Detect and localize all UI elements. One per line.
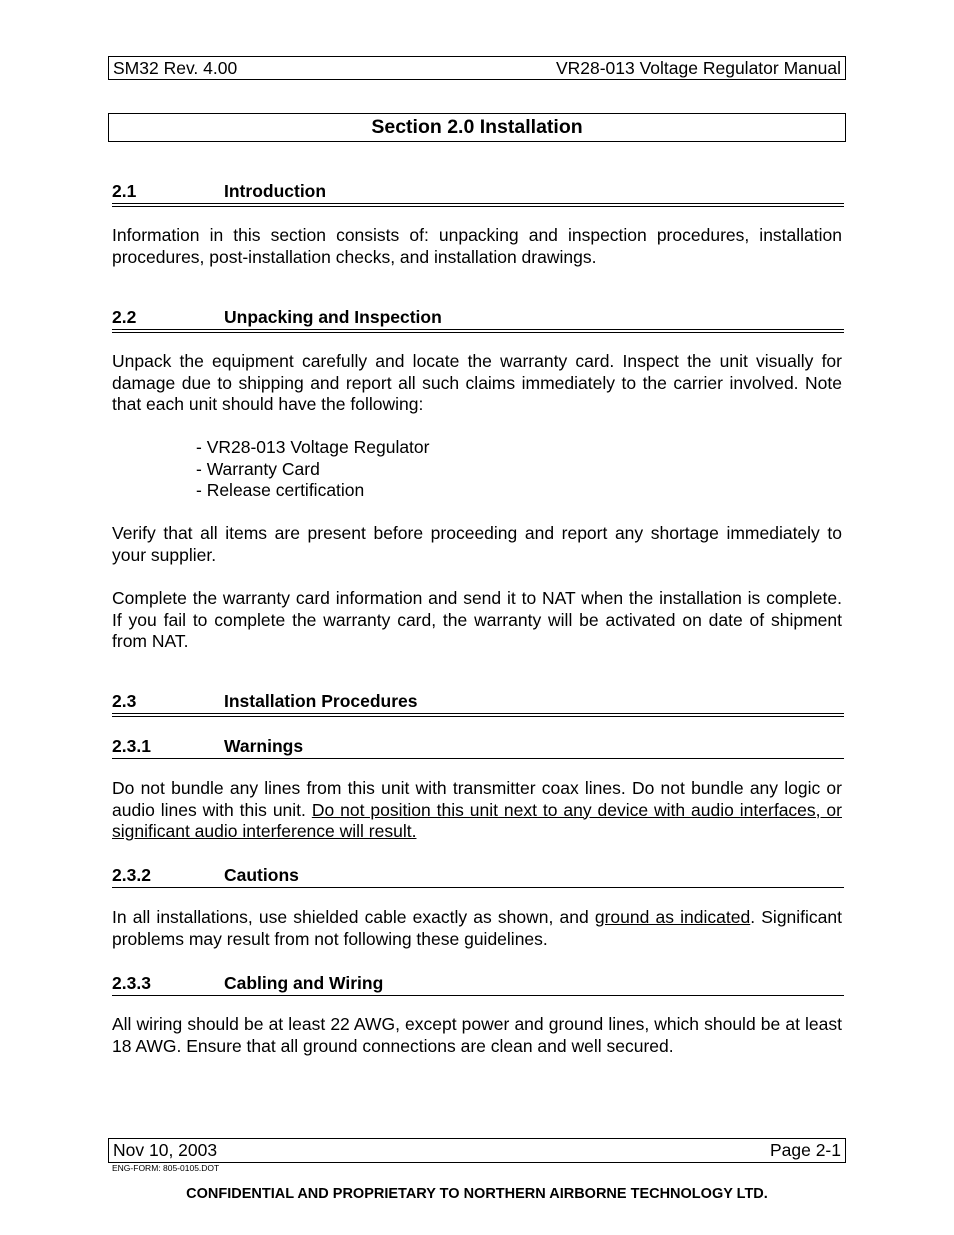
page-footer	[108, 1138, 846, 1163]
list-item: - Release certification	[196, 480, 365, 500]
confidential-notice: CONFIDENTIAL AND PROPRIETARY TO NORTHERN AIRBORNE TECHNOLOGY LTD.	[186, 1186, 768, 1202]
list-item: - Warranty Card	[196, 458, 320, 479]
heading-title: Cautions	[224, 865, 299, 885]
paragraph-warnings	[112, 778, 842, 843]
heading-number: 2.3.1	[112, 736, 151, 756]
list-item: - VR28-013 Voltage Regulator	[196, 437, 430, 457]
heading-rule	[112, 203, 844, 207]
heading-number: 2.2	[112, 307, 137, 327]
footer-date: Nov 10, 2003	[113, 1140, 218, 1160]
page-header	[108, 56, 846, 80]
paragraph-unpack: Unpack the equipment carefully and locate the warranty card. Inspect the unit visually for damage due to shipping and report all such claims immediately to the carrier involved. Note that each unit should have the following:	[112, 351, 842, 414]
heading-number: 2.3	[112, 691, 137, 711]
heading-number: 2.1	[112, 181, 137, 201]
heading-rule	[112, 758, 844, 759]
heading-title: Introduction	[224, 181, 327, 201]
caution-underlined-text: ground as indicated	[594, 907, 751, 927]
heading-number: 2.3.2	[112, 865, 151, 885]
heading-2-3-1	[112, 736, 844, 756]
heading-2-3	[112, 691, 844, 711]
heading-2-3-3	[112, 973, 844, 993]
warning-text: Do not bundle any lines from this unit with transmitter coax lines. Do not bundle any logic or audio lines with this unit.	[112, 778, 842, 820]
heading-rule	[112, 329, 844, 333]
heading-rule	[112, 713, 844, 717]
warning-underlined-text: Do not position this unit next to any device with audio interfaces, or significant audio interference will result.	[112, 799, 842, 841]
caution-text-end: . Significant problems may result from not following these guidelines.	[112, 907, 842, 949]
footer-page-number: Page 2-1	[769, 1140, 841, 1160]
paragraph-warranty: Complete the warranty card information and send it to NAT when the installation is complete. If you fail to complete the warranty card, the warranty will be activated on date of shipment from NAT.	[112, 588, 842, 651]
heading-title: Warnings	[224, 736, 304, 756]
paragraph-cautions	[112, 907, 842, 950]
paragraph-verify: Verify that all items are present before proceeding and report any shortage immediately to your supplier.	[112, 523, 842, 565]
header-doc-title: VR28-013 Voltage Regulator Manual	[555, 58, 841, 78]
heading-2-1	[112, 181, 844, 201]
form-id: ENG-FORM: 805-0105.DOT	[112, 1163, 220, 1173]
heading-title: Cabling and Wiring	[224, 973, 384, 993]
heading-rule	[112, 995, 844, 996]
heading-2-3-2	[112, 865, 844, 885]
heading-number: 2.3.3	[112, 973, 151, 993]
heading-2-2	[112, 307, 844, 327]
heading-title: Installation Procedures	[224, 691, 418, 711]
header-doc-id: SM32 Rev. 4.00	[113, 58, 238, 78]
paragraph-introduction: Information in this section consists of: unpacking and inspection procedures, installation procedures, post-installation checks, and installation drawings.	[112, 225, 842, 267]
paragraph-wiring: All wiring should be at least 22 AWG, except power and ground lines, which should be at least 18 AWG. Ensure that all ground connections are clean and well secured.	[112, 1014, 842, 1056]
caution-text: In all installations, use shielded cable exactly as shown, and	[112, 907, 595, 927]
heading-title: Unpacking and Inspection	[224, 307, 442, 327]
item-list	[196, 437, 429, 502]
heading-rule	[112, 887, 844, 888]
section-title: Section 2.0 Installation	[108, 113, 846, 142]
